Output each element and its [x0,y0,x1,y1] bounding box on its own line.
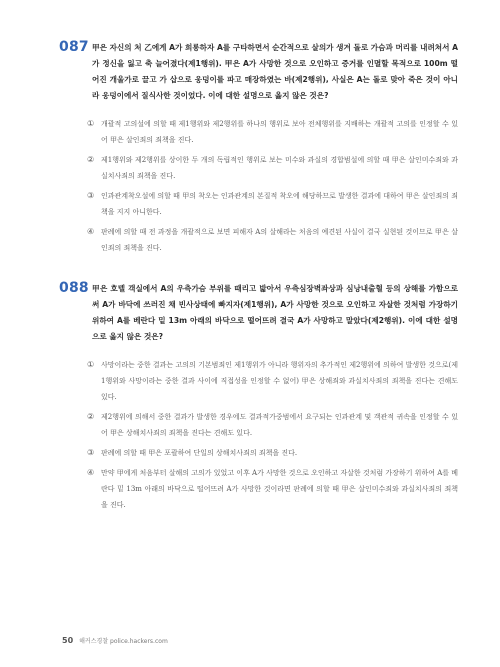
page-footer [62,636,168,645]
question-088 [59,280,459,517]
question-header [59,39,458,104]
option-text: 인과관계착오설에 의할 때 甲의 착오는 인과관계의 본질적 착오에 해당하므로 발생한 결과에 대하여 甲은 살인죄의 죄책을 지지 아니한다. [101,192,458,216]
question-number: 087 [59,39,89,55]
option-2[interactable] [87,409,458,441]
option-marker: ④ [87,468,95,477]
option-3[interactable] [87,445,458,461]
option-marker: ① [87,360,95,369]
option-marker: ③ [87,448,95,457]
option-marker: ② [87,155,95,164]
question-stem: 甲은 호텔 객실에서 A의 우측가슴 부위를 때리고 밟아서 우측심장벽좌상과 심낭내출혈 등의 상해를 가함으로써 A가 바닥에 쓰러진 채 빈사상태에 빠지자(제1행위), A가 사망한 것으로 오인하고 자살한 것처럼 가장하기 위하여 A를 베란다 밑 13m 아래의 바닥으로 떨어뜨려 결국 A가 사망하고 말았다(제2행위). 이에 대한 설명으로 옳지 않은 것은? [92,284,458,341]
option-list [87,116,458,256]
option-marker: ① [87,119,95,128]
option-4[interactable] [87,465,458,513]
option-marker: ④ [87,227,95,236]
question-087 [59,39,458,260]
option-text: 사망이라는 중한 결과는 고의의 기본범죄인 제1행위가 아니라 행위자의 추가적인 제2행위에 의하여 발생한 것으로(제1행위와 사망이라는 중한 결과 사이에 직접성을 인정할 수 없어) 甲은 상해죄와 과실치사죄의 죄책을 진다는 견해도 있다. [101,361,458,401]
option-text: 만약 甲에게 처음부터 살해의 고의가 있었고 이후 A가 사망한 것으로 오인하고 자살한 것처럼 가장하기 위하여 A를 베란다 밑 13m 아래의 바닥으로 떨어뜨려 A가 사망한 것이라면 판례에 의할 때 甲은 살인미수죄와 과실치사죄의 죄책을 진다. [101,469,459,509]
question-header [59,280,458,345]
page-number: 50 [62,636,74,645]
option-text: 제1행위와 제2행위를 상이한 두 개의 독립적인 행위로 보는 미수와 과실의 경합범설에 의할 때 甲은 살인미수죄와 과실치사죄의 죄책을 진다. [101,156,458,180]
option-1[interactable] [87,116,458,148]
option-text: 판례에 의할 때 甲은 포괄하여 단일의 상해치사죄의 죄책을 진다. [101,449,298,457]
option-2[interactable] [87,152,458,184]
option-text: 개괄적 고의설에 의할 때 제1행위와 제2행위를 하나의 행위로 보아 전체행위를 지배하는 개괄적 고의를 인정할 수 있어 甲은 살인죄의 죄책을 진다. [101,120,458,144]
option-3[interactable] [87,188,458,220]
option-list [87,357,458,513]
question-stem: 甲은 자신의 처 乙에게 A가 희롱하자 A를 구타하면서 순간적으로 살의가 생겨 돌로 가슴과 머리를 내려쳐서 A가 정신을 잃고 축 늘어졌다(제1행위). 甲은 A가 사망한 것으로 오인하고 증거를 인멸할 목적으로 100m 떨어진 개울가로 끌고 가 삽으로 웅덩이를 파고 매장하였는 바(제2행위), 사실은 A는 돌로 맞아 죽은 것이 아니라 웅덩이에서 질식사한 것이었다. 이에 대한 설명으로 옳지 않은 것은? [92,43,458,100]
question-number: 088 [59,280,89,296]
option-4[interactable] [87,224,458,256]
footer-text: 해커스경찰 police.hackers.com [79,638,168,645]
option-marker: ② [87,412,95,421]
option-text: 판례에 의할 때 전 과정을 개괄적으로 보면 피해자 A의 살해라는 처음의 예견된 사실이 결국 실현된 것이므로 甲은 살인죄의 죄책을 진다. [101,228,458,252]
option-1[interactable] [87,357,458,405]
option-marker: ③ [87,191,95,200]
option-text: 제2행위에 의해서 중한 결과가 발생한 경우에도 결과적가중범에서 요구되는 인과관계 및 객관적 귀속을 인정할 수 있어 甲은 상해치사죄의 죄책을 진다는 견해도 있다. [101,413,458,437]
